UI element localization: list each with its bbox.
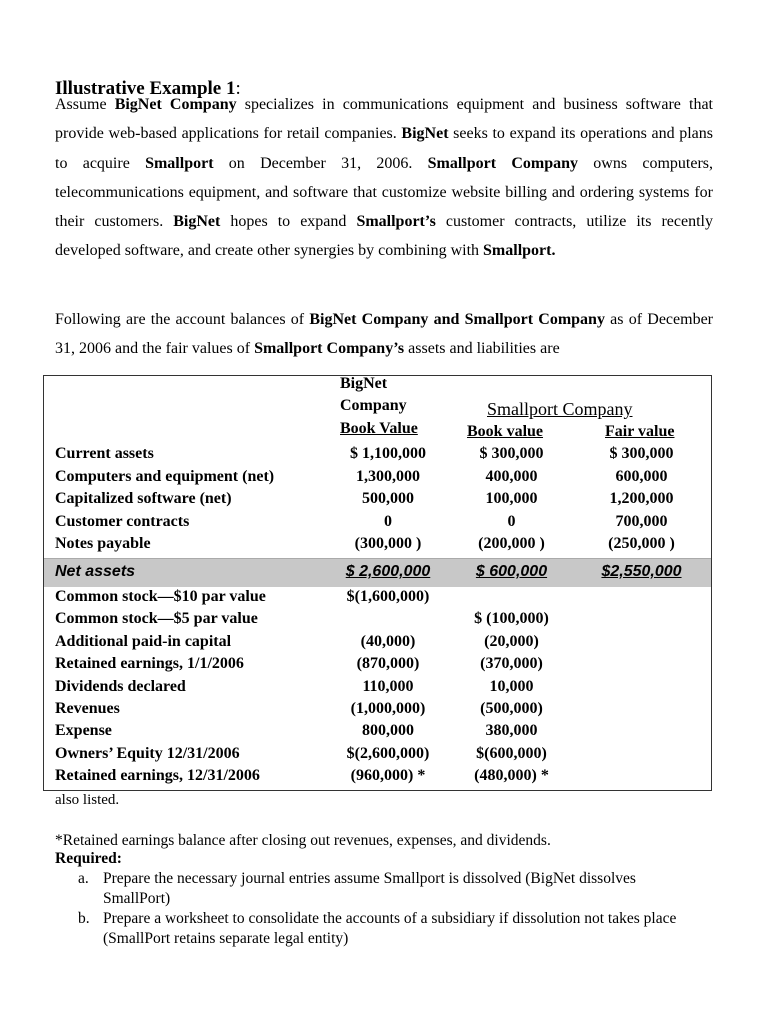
row-label: Notes payable: [55, 535, 151, 553]
bignet-book-value: 1,300,000: [356, 467, 420, 485]
row-label: Owners’ Equity 12/31/2006: [55, 744, 240, 762]
header-smallport-book-value: Book value: [467, 423, 544, 440]
text-segment: specializes in communications equipment and business software that provide web-based applications for retail companies.: [55, 96, 714, 143]
smallport-book-value: 10,000: [489, 677, 534, 695]
row-label: Expense: [55, 722, 112, 740]
text-segment: Following are the account balances of: [55, 311, 310, 328]
bold-text-segment: Smallport: [145, 154, 214, 172]
row-label: Additional paid-in capital: [55, 632, 232, 650]
required-heading: Required:: [55, 850, 122, 867]
smallport-fair-value: 700,000: [615, 512, 668, 530]
header-smallport-fair-value: Fair value: [605, 423, 675, 440]
text-segment: owns computers, telecommunications equipment, and software that customize website billing and ordering systems for their customers.: [55, 154, 714, 231]
required-list: [78, 869, 698, 949]
item-marker: b.: [78, 910, 90, 927]
text-segment: assets and liabilities are: [404, 340, 560, 358]
bignet-book-value: (960,000) *: [350, 767, 426, 785]
title-suffix: :: [235, 78, 241, 99]
bignet-book-value: 110,000: [362, 677, 414, 695]
row-label: Computers and equipment (net): [55, 467, 275, 485]
bold-text-segment: Smallport’s: [356, 213, 436, 231]
net-assets-smallport-book: $ 600,000: [475, 563, 548, 580]
bold-text-segment: BigNet: [401, 125, 449, 143]
smallport-book-value: (500,000): [480, 700, 543, 717]
row-label: Retained earnings, 1/1/2006: [55, 655, 244, 673]
text-segment: as of December 31, 2006 and the fair values of: [55, 311, 714, 358]
smallport-fair-value: 600,000: [615, 467, 668, 485]
row-label: Capitalized software (net): [55, 490, 232, 508]
smallport-fair-value: $ 300,000: [609, 445, 674, 462]
row-label: Dividends declared: [55, 677, 186, 695]
row-label: Retained earnings, 12/31/2006: [55, 767, 260, 785]
bignet-book-value: 0: [384, 512, 392, 530]
bold-text-segment: BigNet Company and Smallport Company: [309, 311, 605, 328]
smallport-book-value: 100,000: [485, 490, 538, 508]
row-label: Revenues: [55, 700, 120, 717]
header-bignet-line1: BigNet: [340, 375, 388, 392]
text-segment: hopes to expand: [220, 213, 357, 231]
smallport-book-value: 380,000: [485, 722, 538, 740]
text-segment: on December 31, 2006.: [213, 154, 428, 172]
header-bignet-book-value: Book Value: [340, 420, 418, 437]
account-balances-table: [43, 375, 712, 791]
smallport-fair-value: (250,000 ): [608, 535, 675, 553]
row-label: Common stock—$5 par value: [55, 610, 258, 628]
smallport-book-value: (480,000) *: [474, 767, 549, 785]
title-text: Illustrative Example 1: [55, 78, 236, 99]
net-assets-smallport-fair: $2,550,000: [601, 563, 682, 580]
bold-text-segment: BigNet Company: [114, 96, 237, 113]
row-label: Common stock—$10 par value: [55, 588, 266, 605]
item-text: Prepare the necessary journal entries assume Smallport is dissolved (BigNet dissolves SmallPort): [103, 870, 636, 907]
smallport-book-value: 400,000: [485, 467, 538, 485]
bignet-book-value: (300,000 ): [354, 535, 422, 553]
item-text: Prepare a worksheet to consolidate the accounts of a subsidiary if dissolution not takes place (SmallPort retains separate legal entity): [103, 910, 677, 947]
after-table-text: also listed.: [55, 792, 120, 808]
required-item: [78, 869, 698, 909]
footnote: *Retained earnings balance after closing out revenues, expenses, and dividends.: [55, 832, 551, 849]
smallport-book-value: (370,000): [480, 655, 543, 673]
row-label: Current assets: [55, 445, 154, 462]
balances-paragraph: [55, 305, 713, 364]
intro-paragraph: [55, 90, 713, 266]
bold-text-segment: Smallport Company: [427, 154, 579, 172]
header-smallport-company: Smallport Company: [487, 399, 633, 419]
text-segment: seeks to expand its operations and plans to acquire: [55, 125, 713, 172]
bignet-book-value: $(1,600,000): [346, 588, 430, 605]
bignet-book-value: (870,000): [356, 655, 420, 673]
bignet-book-value: (1,000,000): [350, 700, 426, 717]
item-marker: a.: [78, 870, 89, 887]
bignet-book-value: (40,000): [360, 632, 416, 650]
bold-text-segment: Smallport Company’s: [254, 340, 405, 358]
bold-text-segment: Smallport.: [483, 242, 556, 260]
net-assets-row: [44, 558, 711, 587]
header-bignet-line2: Company: [340, 397, 407, 414]
smallport-book-value: (200,000 ): [478, 535, 545, 553]
required-item: [78, 909, 698, 949]
bold-text-segment: BigNet: [173, 213, 221, 231]
bignet-book-value: 800,000: [362, 722, 414, 740]
smallport-book-value: $ 300,000: [479, 445, 544, 462]
row-label: Customer contracts: [55, 512, 190, 530]
net-assets-label: Net assets: [55, 563, 136, 580]
bignet-book-value: 500,000: [362, 490, 414, 508]
smallport-fair-value: 1,200,000: [609, 490, 674, 508]
text-segment: Assume: [55, 96, 115, 113]
smallport-book-value: $(600,000): [476, 744, 547, 762]
net-assets-bignet: $ 2,600,000: [345, 563, 431, 580]
bignet-book-value: $(2,600,000): [346, 744, 430, 762]
smallport-book-value: (20,000): [484, 632, 539, 650]
text-segment: customer contracts, utilize its recently developed software, and create other synergies by combining with: [55, 213, 713, 260]
bignet-book-value: $ 1,100,000: [350, 445, 426, 462]
smallport-book-value: 0: [507, 512, 516, 530]
smallport-book-value: $ (100,000): [474, 610, 549, 628]
